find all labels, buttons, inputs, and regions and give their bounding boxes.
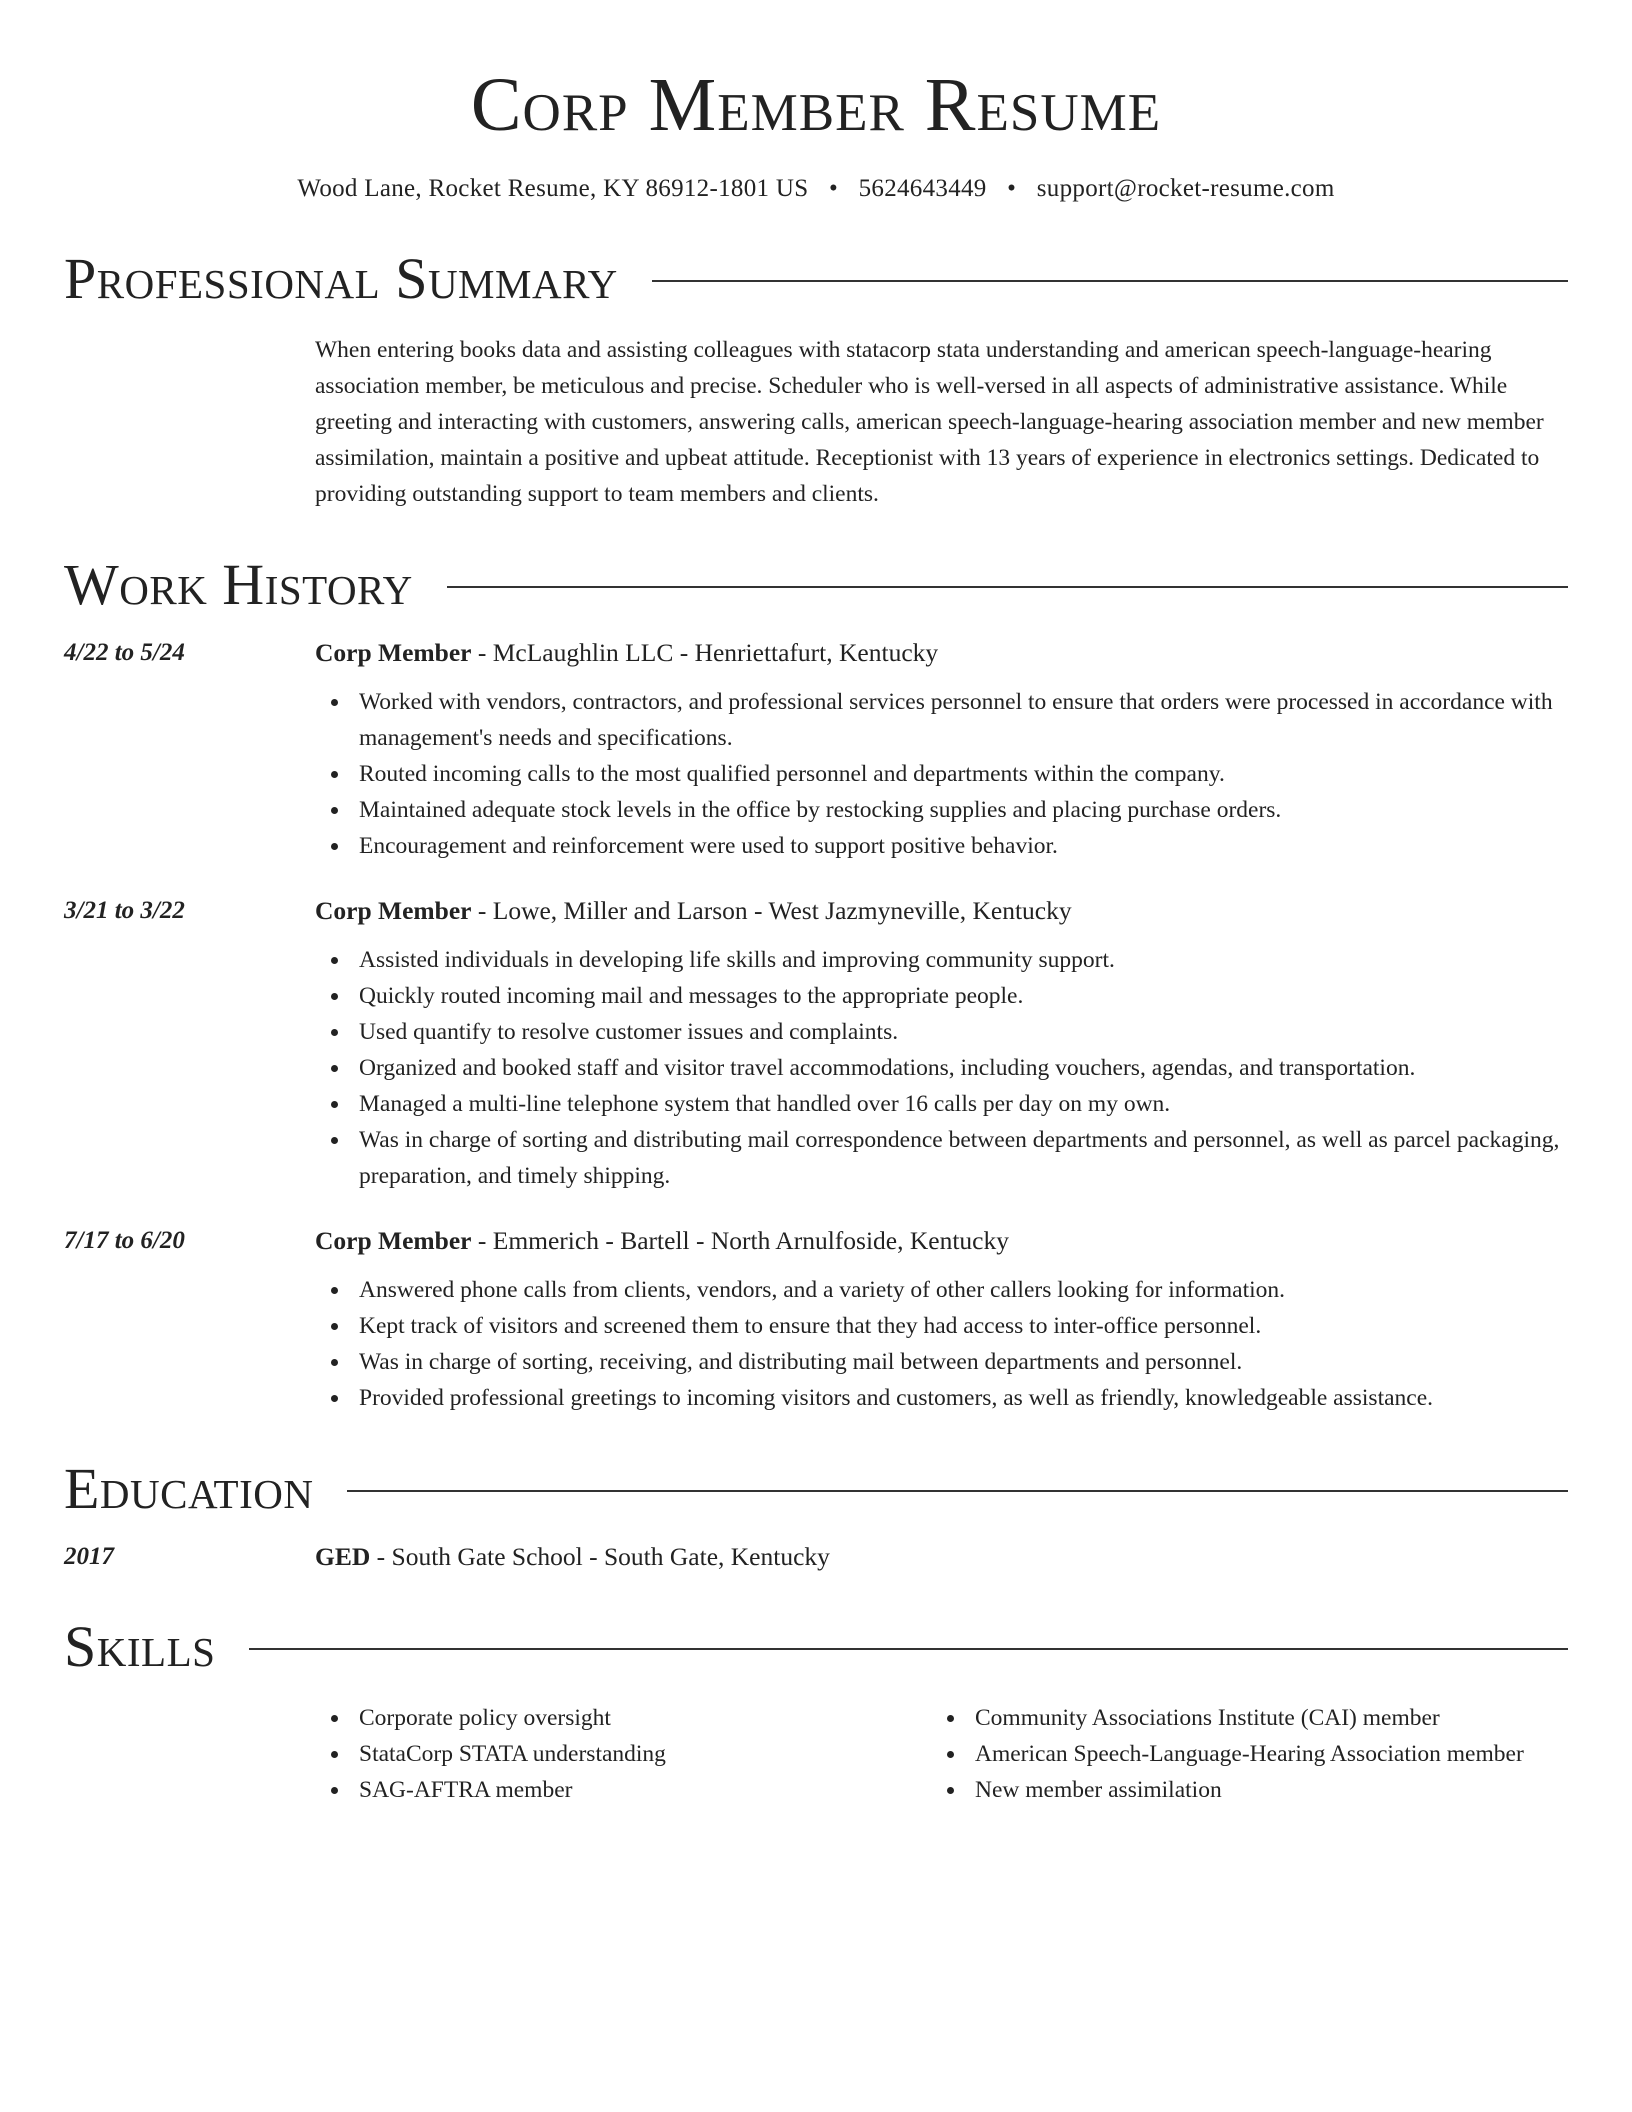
job-header [64,1224,1568,1258]
job-duties [315,942,1568,1194]
education-heading: Education [64,1456,314,1521]
contact-email: support@rocket-resume.com [1036,175,1335,202]
job-dates: 3/21 to 3/22 [64,897,185,924]
education-entry [64,1540,1568,1574]
job-duties [315,1272,1568,1416]
skill-item: New member assimilation [931,1772,1547,1808]
job-entry [64,636,1568,864]
job-title-line [315,1224,1009,1258]
contact-separator: • [1007,175,1017,202]
skills-column-right [931,1700,1547,1808]
skills-section-header [64,1614,1568,1680]
section-divider [347,1490,1568,1492]
list-item: Was in charge of sorting and distributing mail correspondence between departments and personnel, as well as parcel packaging, preparation, and timely shipping. [315,1122,1568,1194]
job-duties [315,684,1568,864]
section-divider [652,280,1568,282]
skills-heading: Skills [64,1614,216,1679]
list-item: Used quantify to resolve customer issues and complaints. [315,1014,1568,1050]
summary-heading: Professional Summary [64,246,618,311]
list-item: Provided professional greetings to incoming visitors and customers, as well as friendly, knowledgeable assistance. [315,1380,1568,1416]
list-item: Worked with vendors, contractors, and professional services personnel to ensure that orders were processed in accordance with management's needs and specifications. [315,684,1568,756]
section-divider [447,586,1568,588]
list-item: Quickly routed incoming mail and messages to the appropriate people. [315,978,1568,1014]
job-employer: - McLaughlin LLC - Henriettafurt, Kentucky [471,638,939,667]
skill-item: Community Associations Institute (CAI) member [931,1700,1547,1736]
list-item: Answered phone calls from clients, vendors, and a variety of other callers looking for information. [315,1272,1568,1308]
list-item: Assisted individuals in developing life skills and improving community support. [315,942,1568,978]
contact-address: Wood Lane, Rocket Resume, KY 86912-1801 US [297,175,809,202]
skill-item: SAG-AFTRA member [315,1772,931,1808]
skill-item: American Speech-Language-Hearing Association member [931,1736,1547,1772]
skills-list [315,1700,1568,1808]
education-school: - South Gate School - South Gate, Kentucky [370,1542,830,1571]
skill-item: Corporate policy oversight [315,1700,931,1736]
job-title-line [315,894,1072,928]
summary-section-header [64,246,1568,312]
list-item: Routed incoming calls to the most qualified personnel and departments within the company. [315,756,1568,792]
skills-column-left [315,1700,931,1808]
job-entry [64,1224,1568,1416]
education-year: 2017 [64,1543,114,1570]
education-degree: GED [315,1542,371,1571]
skill-item: StataCorp STATA understanding [315,1736,931,1772]
list-item: Encouragement and reinforcement were used to support positive behavior. [315,828,1568,864]
job-header [64,636,1568,670]
list-item: Managed a multi-line telephone system that handled over 16 calls per day on my own. [315,1086,1568,1122]
contact-phone: 5624643449 [858,175,987,202]
list-item: Maintained adequate stock levels in the office by restocking supplies and placing purchase orders. [315,792,1568,828]
job-position: Corp Member [315,1226,472,1255]
contact-line [64,172,1568,206]
job-position: Corp Member [315,896,472,925]
job-title-line [315,636,938,670]
list-item: Was in charge of sorting, receiving, and distributing mail between departments and personnel. [315,1344,1568,1380]
contact-separator: • [828,175,839,202]
education-line [315,1540,830,1574]
summary-text: When entering books data and assisting colleagues with statacorp stata understanding and american speech-language-hearing association member, be meticulous and precise. Scheduler who is well-versed in all aspects of administrative assistance. While greeting and interacting with customers, answering calls, american speech-language-hearing association member and new member assimilation, maintain a positive and upbeat attitude. Receptionist with 13 years of experience in electronics settings. Dedicated to providing outstanding support to team members and clients. [315,337,1544,507]
job-dates: 4/22 to 5/24 [64,639,185,666]
section-divider [249,1648,1568,1650]
work-heading: Work History [64,552,413,617]
work-section-header [64,552,1568,618]
job-employer: - Lowe, Miller and Larson - West Jazmyneville, Kentucky [471,896,1072,925]
job-employer: - Emmerich - Bartell - North Arnulfoside, Kentucky [471,1226,1009,1255]
list-item: Organized and booked staff and visitor travel accommodations, including vouchers, agendas, and transportation. [315,1050,1568,1086]
resume-page [64,0,1568,1808]
job-entry [64,894,1568,1194]
resume-title: Corp Member Resume [470,63,1162,147]
education-section-header [64,1456,1568,1522]
job-header [64,894,1568,928]
list-item: Kept track of visitors and screened them to ensure that they had access to inter-office personnel. [315,1308,1568,1344]
job-position: Corp Member [315,638,472,667]
job-dates: 7/17 to 6/20 [64,1227,185,1254]
